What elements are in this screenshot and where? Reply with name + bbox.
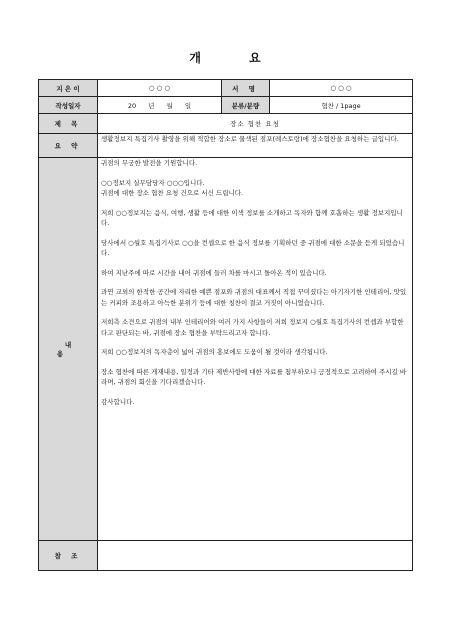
content-paragraph: 당사에서 ○월호 특집기사로 ○○을 컨셉으로 한 음식 정보를 기획하던 중 귀점에 대한 소문을 듣게 되었습니다. — [101, 238, 405, 257]
signature-value: ○ ○ ○ — [270, 80, 413, 97]
content-paragraph: 하여 지난주에 따로 시간을 내어 귀점에 들러 차를 마시고 돌아온 적이 있습니다. — [101, 268, 327, 277]
content-paragraph: 저희 ○○정보지의 독자층이 넓어 귀점의 홍보에도 도움이 될 것이라 생각됩니다. — [101, 348, 328, 356]
page-title: 개 요 — [189, 51, 283, 65]
date-label: 작성일자 — [39, 97, 98, 114]
content-paragraph: ○○정보지 실무담당자 ○○○입니다. 귀점에 대한 장소 협찬 요청 건으로 서신 드립니다. — [101, 178, 244, 197]
writer-label: 지 은 이 — [39, 80, 98, 97]
content-paragraph: 과연 교외의 한적한 공간에 자리한 예쁜 점포와 귀점의 대표께서 직접 꾸미셨다는 아기자기한 인테리어, 맛있는 커피와 조용하고 아늑한 분위기 등에 대한 칭찬이 결코 거짓이 아니었습니다. — [101, 288, 407, 307]
summary-value: 생활정보지 특집기사 촬영을 위해 적합한 장소로 물색된 점포(레스토랑)에 장소협찬을 요청하는 글입니다. — [98, 134, 413, 158]
writer-value: ○ ○ ○ — [98, 80, 222, 97]
content-paragraph: 귀점의 무궁한 발전을 기원합니다. — [101, 159, 198, 167]
subject-label: 제 목 — [39, 114, 98, 134]
content-paragraph: 저희 ○○정보지는 음식, 여행, 생활 등에 대한 이색 정보를 소개하고 독자와 함께 호흡하는 생활 정보지입니다. — [101, 208, 403, 227]
reference-label: 참 조 — [39, 541, 98, 571]
category-value: 협찬 / 1page — [270, 97, 413, 114]
content-paragraph: 감사합니다. — [101, 397, 135, 406]
content-paragraph: 장소 협찬에 따른 게재내용, 일정과 기타 제반사항에 대한 자료를 첨부하오니 긍정적으로 고려하여 주시길 바라며, 귀점의 회신을 기다리겠습니다. — [101, 367, 407, 386]
reference-value — [98, 541, 413, 571]
summary-label: 요 약 — [39, 134, 98, 158]
content-paragraph: 저희측 소견으로 귀점의 내부 인테리어와 여러 가지 사항들이 저희 정보지 ○월호 특집기사의 컨셉과 부합한다고 판단되는 바, 귀점에 장소 협찬을 부탁드리고자 합니다. — [101, 318, 404, 337]
content-body — [98, 158, 413, 541]
content-label: 내 용 — [39, 158, 98, 541]
overview-form-table — [38, 79, 413, 571]
subject-value: 장소 협찬 요청 — [98, 114, 413, 134]
signature-label: 서 명 — [222, 80, 270, 97]
category-label: 분류/분량 — [222, 97, 270, 114]
date-value: 20 년 월 일 — [98, 97, 222, 114]
